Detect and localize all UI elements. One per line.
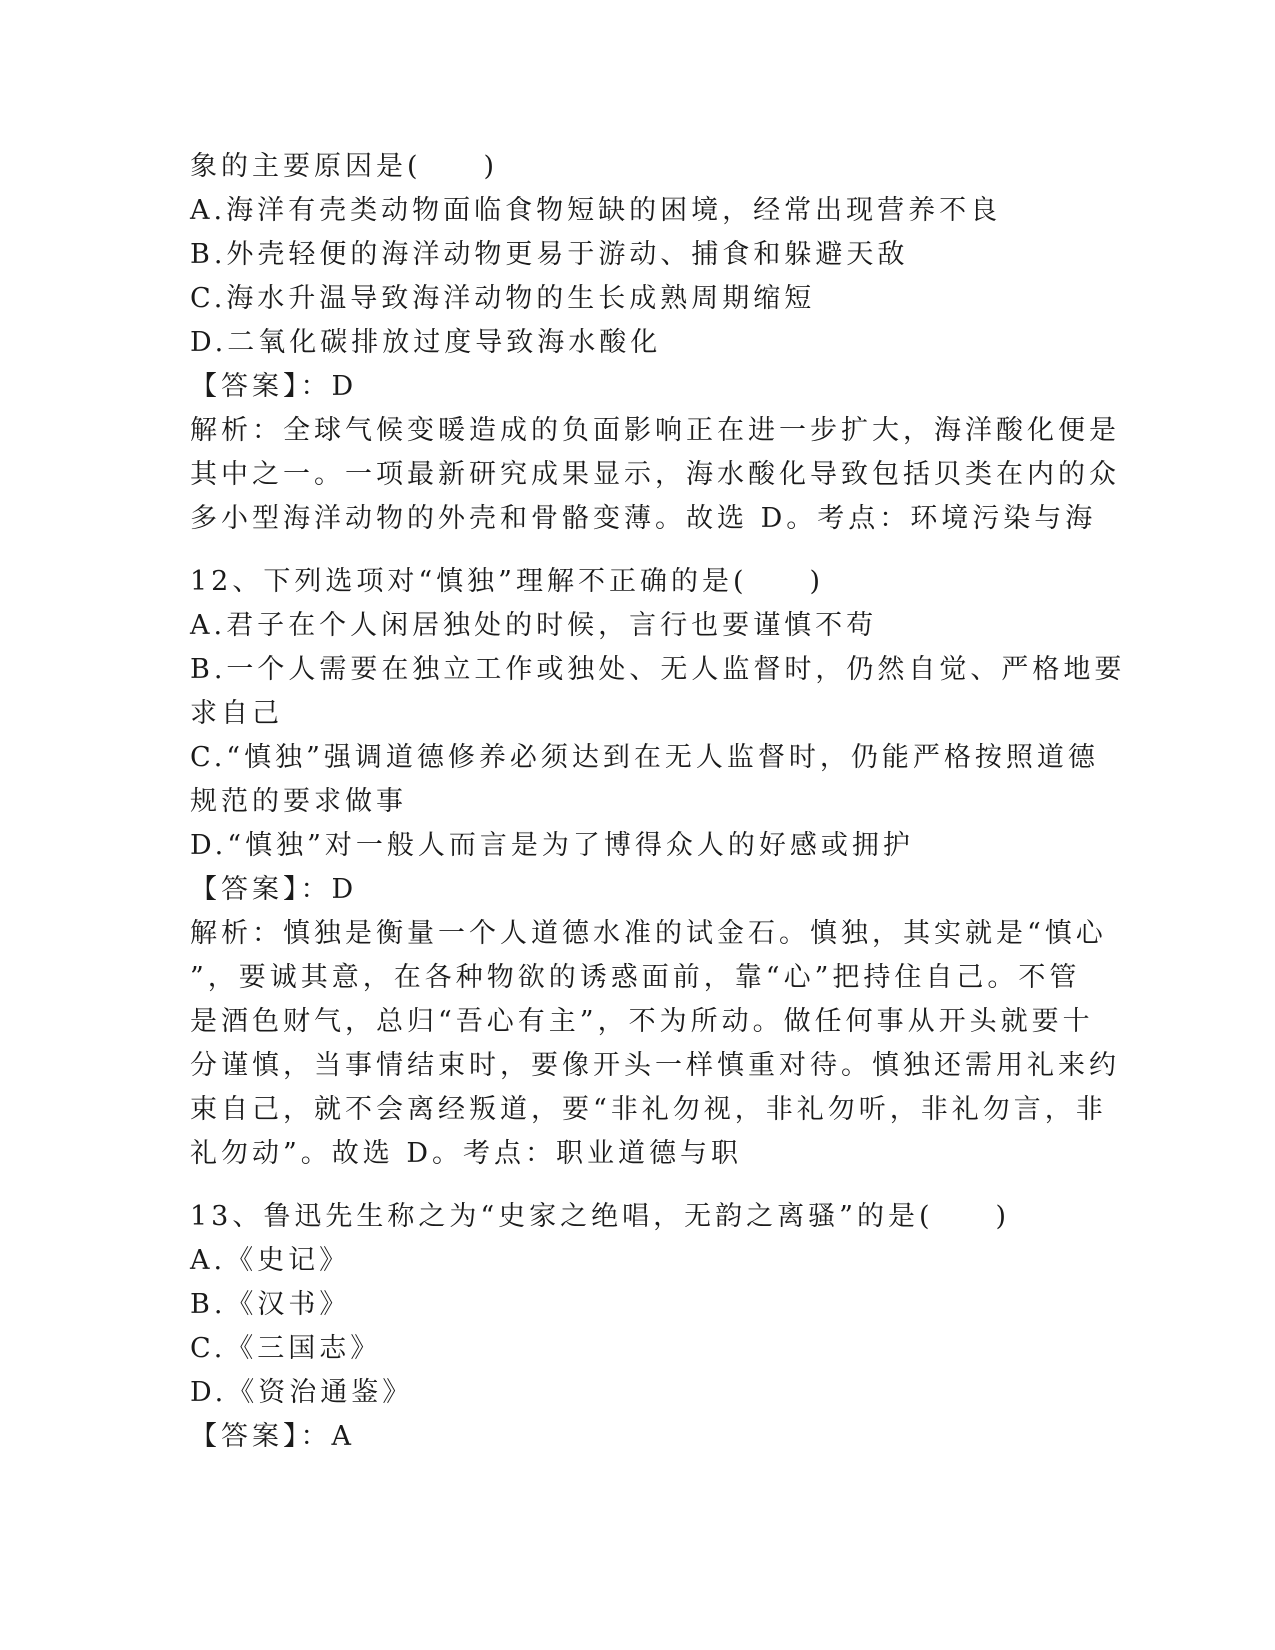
option-d: D.二氧化碳排放过度导致海水酸化 bbox=[190, 327, 662, 358]
analysis-line: 是酒色财气，总归“吾心有主”，不为所动。做任何事从开头就要十 bbox=[190, 1006, 1094, 1037]
question-stem: 12、下列选项对“慎独”理解不正确的是( ) bbox=[190, 566, 825, 597]
document-page bbox=[190, 145, 1126, 1459]
analysis-line: 束自己，就不会离经叛道，要“非礼勿视，非礼勿听，非礼勿言，非 bbox=[190, 1094, 1107, 1125]
option-c: C.海水升温导致海洋动物的生长成熟周期缩短 bbox=[190, 283, 816, 314]
question-stem: 13、鲁迅先生称之为“史家之绝唱，无韵之离骚”的是( ) bbox=[190, 1201, 1011, 1232]
option-a: A.君子在个人闲居独处的时候，言行也要谨慎不苟 bbox=[190, 610, 878, 641]
option-a: A.《史记》 bbox=[190, 1245, 351, 1276]
option-b-continued: 求自己 bbox=[190, 698, 283, 729]
analysis-line: 多小型海洋动物的外壳和骨骼变薄。故选 D。考点：环境污染与海 bbox=[190, 503, 1097, 534]
analysis-line: ”，要诚其意，在各种物欲的诱惑面前，靠“心”把持住自己。不管 bbox=[190, 962, 1081, 993]
option-d: D.《资治通鉴》 bbox=[190, 1377, 414, 1408]
analysis-line: 分谨慎，当事情结束时，要像开头一样慎重对待。慎独还需用礼来约 bbox=[190, 1050, 1120, 1081]
answer: 【答案】：D bbox=[190, 874, 358, 905]
option-a: A.海洋有壳类动物面临食物短缺的困境，经常出现营养不良 bbox=[190, 195, 1002, 226]
option-c: C.《三国志》 bbox=[190, 1333, 382, 1364]
option-c-continued: 规范的要求做事 bbox=[190, 786, 407, 817]
option-b: B.《汉书》 bbox=[190, 1289, 351, 1320]
answer: 【答案】：D bbox=[190, 371, 358, 402]
analysis-line: 礼勿动”。故选 D。考点：职业道德与职 bbox=[190, 1138, 743, 1169]
question-13 bbox=[190, 1195, 1070, 1459]
option-c: C.“慎独”强调道德修养必须达到在无人监督时，仍能严格按照道德 bbox=[190, 742, 1099, 773]
analysis-line: 解析：慎独是衡量一个人道德水准的试金石。慎独，其实就是“慎心 bbox=[190, 918, 1107, 949]
question-12 bbox=[190, 560, 1126, 1176]
analysis-line: 其中之一。一项最新研究成果显示，海水酸化导致包括贝类在内的众 bbox=[190, 459, 1120, 490]
analysis-line: 解析：全球气候变暖造成的负面影响正在进一步扩大，海洋酸化便是 bbox=[190, 415, 1120, 446]
option-b: B.一个人需要在独立工作或独处、无人监督时，仍然自觉、严格地要 bbox=[190, 654, 1126, 685]
option-d: D.“慎独”对一般人而言是为了博得众人的好感或拥护 bbox=[190, 830, 914, 861]
option-b: B.外壳轻便的海洋动物更易于游动、捕食和躲避天敌 bbox=[190, 239, 909, 270]
answer: 【答案】：A bbox=[190, 1421, 355, 1452]
question-stem: 象的主要原因是( ) bbox=[190, 151, 499, 182]
question-11 bbox=[190, 145, 1120, 541]
